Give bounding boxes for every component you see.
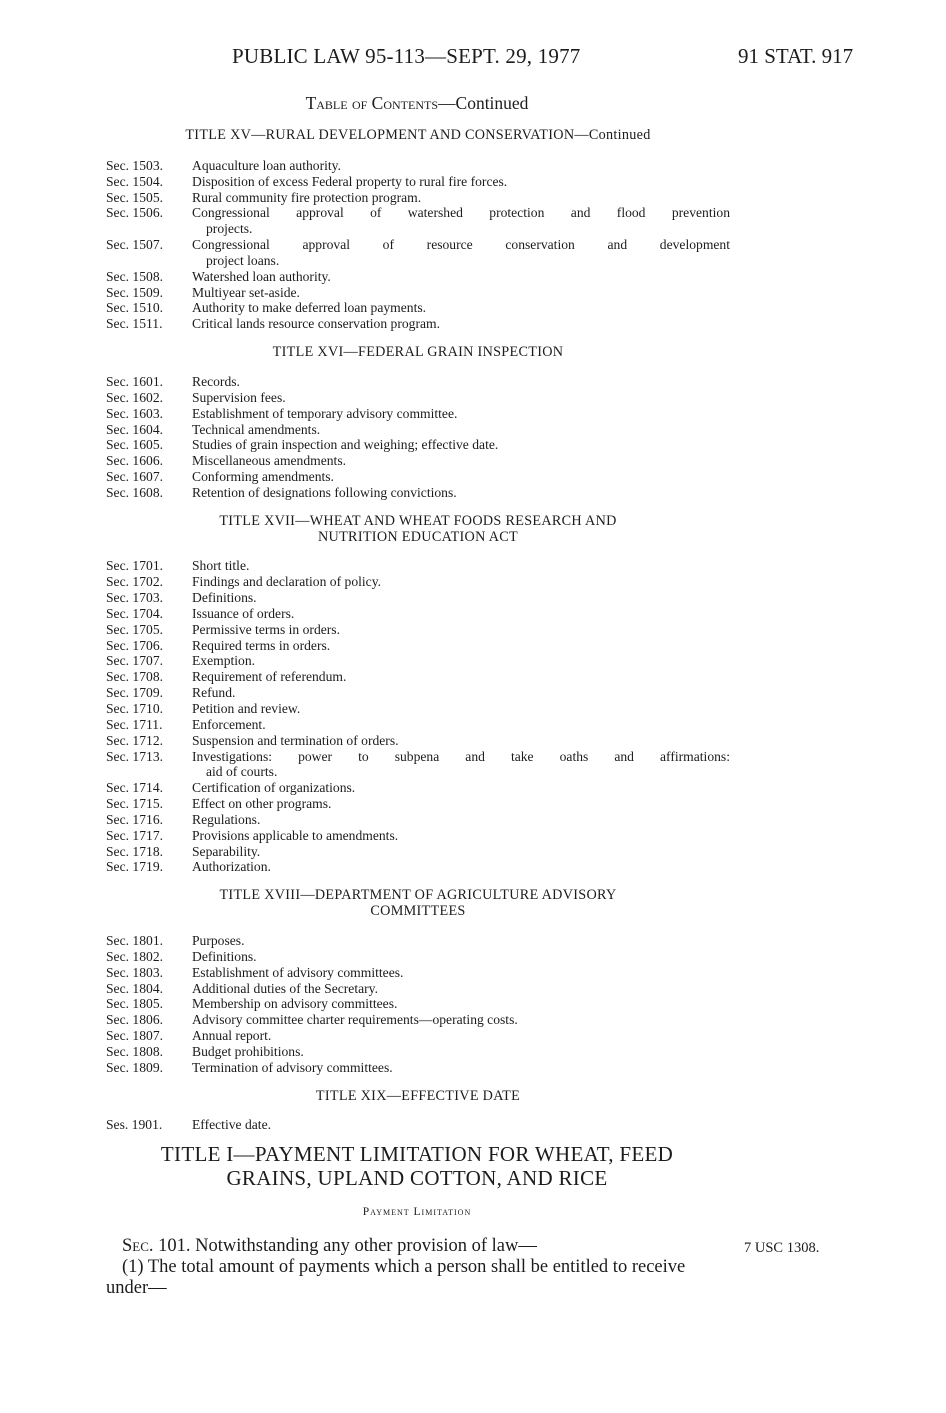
section-caption bbox=[192, 669, 730, 685]
section-caption bbox=[192, 590, 730, 606]
section-number: Sec. 1706. bbox=[106, 637, 164, 653]
section-number: Sec. 1717. bbox=[106, 827, 164, 843]
section-caption bbox=[192, 1044, 730, 1060]
section-caption-line: Termination of advisory committees. bbox=[192, 1059, 393, 1075]
section-caption-line: Requirement of referendum. bbox=[192, 669, 347, 685]
toc-entry bbox=[106, 717, 730, 733]
section-number: Sec. 1608. bbox=[106, 484, 164, 500]
toc-entry bbox=[106, 158, 730, 174]
toc-entry bbox=[106, 949, 730, 965]
section-number: Sec. 1710. bbox=[106, 701, 164, 716]
section-caption-line: Required terms in orders. bbox=[192, 637, 331, 653]
section-number: Sec. 1807. bbox=[106, 1028, 164, 1044]
section-caption bbox=[192, 1012, 730, 1028]
section-caption bbox=[192, 828, 730, 844]
toc-entry bbox=[106, 701, 730, 717]
section-101-text: Notwithstanding any other provision of law— bbox=[195, 1236, 537, 1256]
toc-entry bbox=[106, 859, 730, 875]
toc-entry bbox=[106, 422, 730, 438]
section-caption bbox=[192, 749, 730, 781]
section-caption bbox=[192, 949, 730, 965]
toc-entry bbox=[106, 812, 730, 828]
section-caption-line: Miscellaneous amendments. bbox=[192, 453, 347, 469]
section-number: Sec. 1707. bbox=[106, 653, 164, 669]
toc-entry bbox=[106, 1117, 730, 1133]
section-caption-line: Separability. bbox=[192, 843, 261, 859]
section-caption bbox=[192, 685, 730, 701]
title-heading-line: COMMITTEES bbox=[370, 903, 466, 920]
section-caption-line: Rural community fire protection program. bbox=[192, 189, 422, 205]
section-caption-line: Findings and declaration of policy. bbox=[192, 574, 382, 590]
section-caption bbox=[192, 859, 730, 875]
toc-entry bbox=[106, 558, 730, 574]
section-caption bbox=[192, 606, 730, 622]
section-caption-line: Definitions. bbox=[192, 590, 257, 606]
toc-entry bbox=[106, 574, 730, 590]
section-caption-line: Budget prohibitions. bbox=[192, 1043, 304, 1059]
section-caption bbox=[192, 574, 730, 590]
toc-entry bbox=[106, 606, 730, 622]
section-caption-line: Exemption. bbox=[192, 653, 256, 669]
section-number: Sec. 1603. bbox=[106, 405, 164, 421]
section-caption-line: Suspension and termination of orders. bbox=[192, 732, 399, 748]
section-caption-line: Studies of grain inspection and weighing; effective date. bbox=[192, 437, 499, 453]
toc-entry bbox=[106, 844, 730, 860]
section-caption-line: Conforming amendments. bbox=[192, 469, 334, 485]
section-caption-line: Disposition of excess Federal property to rural fire forces. bbox=[192, 173, 508, 189]
section-caption bbox=[192, 300, 730, 316]
section-caption-line: Records. bbox=[192, 373, 240, 389]
toc-entry bbox=[106, 1028, 730, 1044]
title-heading-line: TITLE XVI—FEDERAL GRAIN INSPECTION bbox=[272, 344, 564, 361]
section-number: Sec. 1509. bbox=[106, 284, 164, 300]
section-number: Sec. 1508. bbox=[106, 268, 164, 284]
section-number: Sec. 1503. bbox=[106, 157, 164, 173]
section-number: Sec. 1504. bbox=[106, 173, 164, 189]
section-caption bbox=[192, 558, 730, 574]
toc-entry bbox=[106, 453, 730, 469]
toc-continued-heading bbox=[0, 93, 834, 114]
section-caption bbox=[192, 453, 730, 469]
section-caption-line: Effective date. bbox=[192, 1117, 272, 1133]
section-number: Sec. 1711. bbox=[106, 716, 163, 732]
section-list bbox=[106, 933, 730, 1076]
section-caption bbox=[192, 174, 730, 190]
section-list bbox=[106, 558, 730, 875]
toc-entry bbox=[106, 685, 730, 701]
section-caption-line: Definitions. bbox=[192, 948, 257, 964]
section-caption bbox=[192, 844, 730, 860]
title-heading-line: TITLE XV—RURAL DEVELOPMENT AND CONSERVATION—Continued bbox=[185, 127, 651, 143]
section-caption bbox=[192, 996, 730, 1012]
section-number: Sec. 1505. bbox=[106, 189, 164, 205]
section-caption bbox=[192, 269, 730, 285]
toc-entry bbox=[106, 1060, 730, 1076]
section-caption bbox=[192, 316, 730, 332]
section-caption-line: aid of courts. bbox=[206, 764, 278, 780]
toc-entry bbox=[106, 285, 730, 301]
section-caption bbox=[192, 469, 730, 485]
toc-entry bbox=[106, 174, 730, 190]
section-caption-line: Multiyear set-aside. bbox=[192, 284, 300, 300]
running-header-title: PUBLIC LAW 95-113—SEPT. 29, 1977 bbox=[232, 44, 581, 68]
title-heading-line: TITLE XVIII—DEPARTMENT OF AGRICULTURE ADVISORY bbox=[219, 887, 617, 904]
toc-entry bbox=[106, 300, 730, 316]
section-number: Sec. 1701. bbox=[106, 558, 164, 574]
section-caption bbox=[192, 622, 730, 638]
section-caption-line: Membership on advisory committees. bbox=[192, 996, 398, 1012]
toc-entry bbox=[106, 205, 730, 237]
section-number: Sec. 1607. bbox=[106, 469, 164, 485]
toc-entry bbox=[106, 374, 730, 390]
section-caption-line: Certification of organizations. bbox=[192, 780, 356, 796]
section-caption-line: Investigations: power to subpena and take oaths and affirmations: bbox=[192, 748, 730, 764]
section-caption-line: Annual report. bbox=[192, 1028, 272, 1044]
section-caption bbox=[192, 1028, 730, 1044]
section-caption bbox=[192, 733, 730, 749]
toc-entry bbox=[106, 749, 730, 781]
section-number: Sec. 1506. bbox=[106, 205, 164, 221]
toc-entry bbox=[106, 437, 730, 453]
section-caption-line: project loans. bbox=[206, 252, 280, 268]
title-i-heading bbox=[0, 1142, 834, 1190]
section-number: Sec. 1511. bbox=[106, 316, 163, 332]
section-number: Sec. 1803. bbox=[106, 964, 164, 980]
toc-entry bbox=[106, 638, 730, 654]
section-number: Sec. 1705. bbox=[106, 621, 164, 637]
toc-entry bbox=[106, 1012, 730, 1028]
section-caption bbox=[192, 205, 730, 237]
section-caption bbox=[192, 406, 730, 422]
section-caption-line: Provisions applicable to amendments. bbox=[192, 827, 399, 843]
section-caption bbox=[192, 1060, 730, 1076]
title-heading bbox=[106, 128, 730, 144]
section-number: Sec. 1719. bbox=[106, 859, 164, 875]
section-caption-line: Critical lands resource conservation program. bbox=[192, 316, 440, 332]
section-subheading: Payment Limitation bbox=[362, 1206, 472, 1218]
section-number: Sec. 1716. bbox=[106, 811, 164, 827]
section-caption-line: Short title. bbox=[192, 558, 250, 574]
section-number: Sec. 1715. bbox=[106, 796, 164, 812]
section-number: Sec. 1708. bbox=[106, 669, 164, 685]
section-number: Sec. 1605. bbox=[106, 437, 164, 453]
toc-entry bbox=[106, 828, 730, 844]
section-caption-line: Advisory committee charter requirements—operating costs. bbox=[192, 1012, 518, 1028]
section-caption-line: Establishment of temporary advisory committee. bbox=[192, 405, 458, 421]
section-caption-line: Supervision fees. bbox=[192, 389, 286, 405]
title-heading bbox=[106, 1089, 730, 1105]
section-number: Sec. 1510. bbox=[106, 300, 164, 316]
section-number: Sec. 1507. bbox=[106, 237, 164, 253]
section-caption-line: Technical amendments. bbox=[192, 421, 321, 437]
toc-heading-suffix: —Continued bbox=[438, 93, 529, 113]
title-heading-line: NUTRITION EDUCATION ACT bbox=[318, 528, 518, 545]
section-caption-line: Purposes. bbox=[192, 932, 245, 948]
section-number: Sec. 1606. bbox=[106, 453, 164, 469]
section-number: Sec. 1808. bbox=[106, 1043, 164, 1059]
section-caption-line: Enforcement. bbox=[192, 716, 266, 732]
toc-entry bbox=[106, 733, 730, 749]
section-101-label: Sec. 101. bbox=[122, 1236, 191, 1256]
section-number: Sec. 1802. bbox=[106, 948, 164, 964]
section-caption-line: Congressional approval of resource conservation and development bbox=[192, 237, 730, 253]
section-caption bbox=[192, 933, 730, 949]
section-number: Sec. 1602. bbox=[106, 389, 164, 405]
section-caption bbox=[192, 422, 730, 438]
toc-entry bbox=[106, 390, 730, 406]
section-number: Sec. 1809. bbox=[106, 1059, 164, 1075]
toc-entry bbox=[106, 237, 730, 269]
section-caption-line: projects. bbox=[206, 221, 253, 237]
section-number: Sec. 1805. bbox=[106, 996, 164, 1012]
section-caption-line: Authorization. bbox=[192, 859, 271, 875]
section-number: Sec. 1801. bbox=[106, 932, 164, 948]
title-i-line-1: TITLE I—PAYMENT LIMITATION FOR WHEAT, FEED bbox=[160, 1142, 674, 1166]
title-heading bbox=[106, 888, 730, 920]
section-caption bbox=[192, 653, 730, 669]
section-list bbox=[106, 158, 730, 332]
section-caption bbox=[192, 285, 730, 301]
section-caption bbox=[192, 965, 730, 981]
section-caption bbox=[192, 1117, 730, 1133]
section-number: Sec. 1601. bbox=[106, 373, 164, 389]
title-heading-line: TITLE XVII—WHEAT AND WHEAT FOODS RESEARCH AND bbox=[219, 512, 617, 529]
toc-entry bbox=[106, 406, 730, 422]
section-number: Sec. 1709. bbox=[106, 685, 164, 701]
toc-entry bbox=[106, 316, 730, 332]
section-101-paragraph bbox=[106, 1236, 724, 1257]
section-caption bbox=[192, 796, 730, 812]
statute-page-reference: 91 STAT. 917 bbox=[738, 44, 854, 68]
section-caption bbox=[192, 237, 730, 269]
section-caption bbox=[192, 190, 730, 206]
toc-entry bbox=[106, 933, 730, 949]
title-heading bbox=[106, 514, 730, 546]
toc-entry bbox=[106, 485, 730, 501]
section-number: Sec. 1714. bbox=[106, 780, 164, 796]
toc-entry bbox=[106, 469, 730, 485]
section-caption bbox=[192, 485, 730, 501]
toc-entry bbox=[106, 653, 730, 669]
section-caption bbox=[192, 981, 730, 997]
section-list bbox=[106, 374, 730, 501]
section-number: Sec. 1703. bbox=[106, 590, 164, 606]
section-caption-line: Issuance of orders. bbox=[192, 605, 295, 621]
section-caption bbox=[192, 374, 730, 390]
section-list bbox=[106, 1117, 730, 1133]
toc-entry bbox=[106, 780, 730, 796]
body-text bbox=[106, 1236, 724, 1299]
section-caption bbox=[192, 812, 730, 828]
section-caption bbox=[192, 701, 730, 717]
section-number: Sec. 1702. bbox=[106, 574, 164, 590]
toc-entry bbox=[106, 669, 730, 685]
section-caption-line: Additional duties of the Secretary. bbox=[192, 980, 378, 996]
section-caption-line: Retention of designations following convictions. bbox=[192, 484, 457, 500]
toc-entry bbox=[106, 622, 730, 638]
section-caption-line: Watershed loan authority. bbox=[192, 268, 331, 284]
section-caption bbox=[192, 437, 730, 453]
toc-heading-caps: Table of Contents bbox=[305, 93, 439, 113]
table-of-contents bbox=[106, 128, 730, 1133]
toc-entry bbox=[106, 190, 730, 206]
section-caption-line: Aquaculture loan authority. bbox=[192, 157, 341, 173]
section-caption-line: Effect on other programs. bbox=[192, 796, 332, 812]
toc-entry bbox=[106, 1044, 730, 1060]
toc-entry bbox=[106, 965, 730, 981]
toc-entry bbox=[106, 796, 730, 812]
toc-entry bbox=[106, 981, 730, 997]
usc-margin-note: 7 USC 1308. bbox=[744, 1240, 820, 1256]
section-caption bbox=[192, 780, 730, 796]
section-number: Ses. 1901. bbox=[106, 1117, 163, 1133]
section-caption-line: Refund. bbox=[192, 685, 236, 701]
section-caption-line: Authority to make deferred loan payments. bbox=[192, 300, 427, 316]
section-caption-line: Congressional approval of watershed protection and flood prevention bbox=[192, 205, 730, 221]
section-number: Sec. 1704. bbox=[106, 605, 164, 621]
toc-entry bbox=[106, 269, 730, 285]
title-heading-line: TITLE XIX—EFFECTIVE DATE bbox=[315, 1087, 521, 1104]
title-heading bbox=[106, 345, 730, 361]
section-number: Sec. 1712. bbox=[106, 732, 164, 748]
section-number: Sec. 1604. bbox=[106, 421, 164, 437]
toc-entry bbox=[106, 590, 730, 606]
section-number: Sec. 1713. bbox=[106, 748, 164, 764]
section-number: Sec. 1804. bbox=[106, 980, 164, 996]
toc-entry bbox=[106, 996, 730, 1012]
section-number: Sec. 1806. bbox=[106, 1012, 164, 1028]
section-caption-line: Regulations. bbox=[192, 811, 261, 827]
section-caption-line: Establishment of advisory committees. bbox=[192, 964, 404, 980]
section-caption bbox=[192, 158, 730, 174]
paragraph-1: (1) The total amount of payments which a person shall be entitled to receive under— bbox=[106, 1257, 686, 1298]
section-caption-line: Petition and review. bbox=[192, 701, 301, 716]
section-caption bbox=[192, 717, 730, 733]
section-caption bbox=[192, 390, 730, 406]
section-caption bbox=[192, 638, 730, 654]
section-caption-line: Permissive terms in orders. bbox=[192, 621, 340, 637]
title-i-line-2: GRAINS, UPLAND COTTON, AND RICE bbox=[226, 1166, 608, 1190]
section-number: Sec. 1718. bbox=[106, 843, 164, 859]
